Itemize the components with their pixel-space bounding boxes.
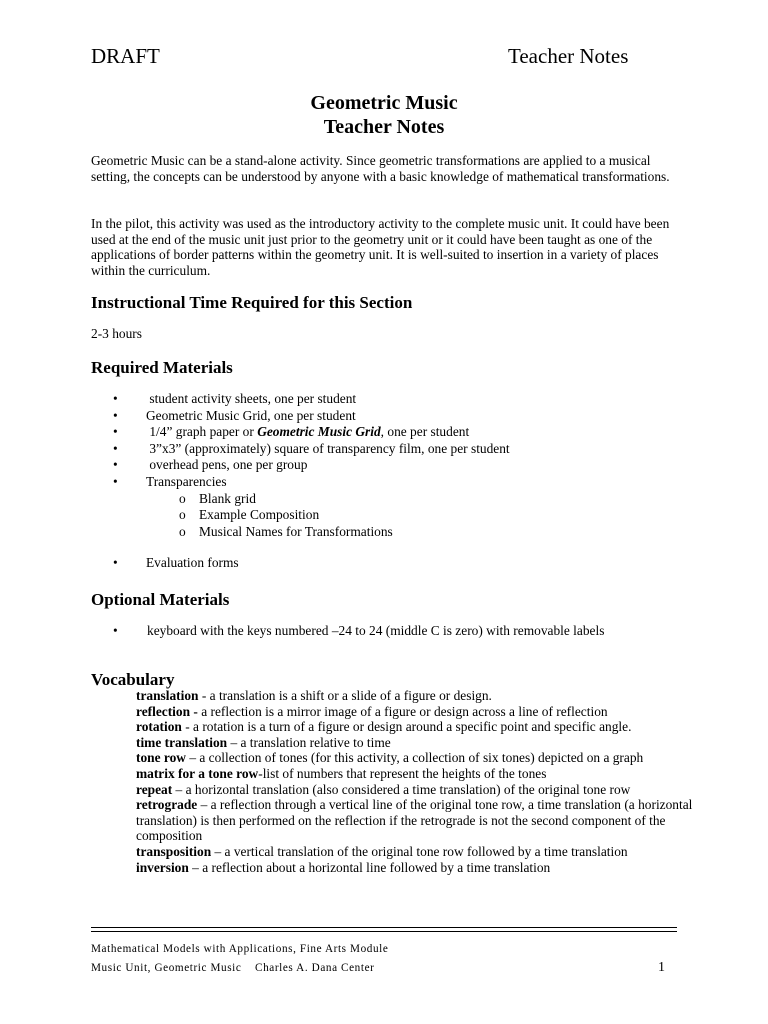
vocab-definition: – a reflection about a horizontal line followed by a time translation	[188, 859, 551, 875]
list-item	[113, 474, 510, 540]
vocab-term: retrograde	[136, 797, 198, 813]
vocab-term: reflection -	[136, 703, 198, 719]
vocab-entry	[136, 766, 696, 782]
vocab-entry	[136, 704, 696, 720]
vocab-term: tone row	[136, 750, 186, 766]
intro-paragraph-2: In the pilot, this activity was used as the introductory activity to the complete music unit. It could have been used at the end of the music unit just prior to the geometry unit or it could have been taught as one of the applications of border patterns within the geometry unit. It is well-suited to insertion in a variety of places within the curriculum.	[91, 216, 670, 278]
optional-item-text: keyboard with the keys numbered –24 to 24 (middle C is zero) with removable labels	[147, 623, 605, 638]
required-materials-list	[113, 391, 510, 540]
header-draft: DRAFT	[91, 44, 160, 68]
vocab-term: time translation	[136, 734, 228, 750]
bullet-icon: •	[113, 407, 118, 423]
sub-list-item	[179, 507, 510, 524]
circle-bullet-icon: o	[179, 507, 186, 523]
vocab-entry	[136, 797, 696, 844]
bullet-icon: •	[113, 555, 118, 570]
vocab-definition: a reflection is a mirror image of a figure or design across a line of reflection	[197, 703, 608, 719]
evaluation-item	[113, 555, 239, 571]
vocabulary-list	[136, 688, 696, 875]
geometric-music-grid-emphasis: Geometric Music Grid	[257, 424, 381, 440]
vocab-entry	[136, 860, 696, 876]
vocab-term: repeat	[136, 781, 173, 797]
list-item	[113, 457, 510, 474]
evaluation-text: Evaluation forms	[146, 555, 239, 570]
list-item	[113, 408, 510, 425]
vocab-entry	[136, 688, 696, 704]
bullet-icon: •	[113, 623, 118, 638]
sub-list-item	[179, 491, 510, 508]
vocab-definition: – a translation relative to time	[227, 734, 391, 750]
bullet-icon: •	[113, 457, 118, 473]
vocab-definition: – a vertical translation of the original tone row followed by a time translation	[211, 843, 628, 859]
list-item	[113, 441, 510, 458]
footer-divider	[91, 927, 677, 928]
sub-list-item-text: Musical Names for Transformations	[199, 523, 393, 539]
sub-list-item-text: Blank grid	[199, 490, 256, 506]
optional-item	[113, 623, 604, 639]
bullet-icon: •	[113, 391, 118, 406]
vocab-entry	[136, 782, 696, 798]
page-number: 1	[658, 960, 665, 975]
sub-list-item	[179, 524, 510, 541]
optional-materials-heading: Optional Materials	[91, 590, 230, 609]
vocab-term: translation	[136, 688, 199, 703]
list-item	[113, 424, 510, 441]
time-value: 2-3 hours	[91, 326, 142, 341]
vocab-term: rotation	[136, 719, 182, 735]
vocab-entry	[136, 750, 696, 766]
header-teacher-notes: Teacher Notes	[508, 44, 629, 68]
vocab-definition: - a translation is a shift or a slide of a figure or design.	[198, 688, 492, 703]
graph-paper-text: 1/4” graph paper or	[149, 424, 258, 440]
vocab-definition: -list of numbers that represent the heights of the tones	[258, 765, 547, 781]
footer-course: Mathematical Models with Applications, Fine Arts Module	[91, 943, 389, 955]
list-item	[113, 391, 510, 408]
bullet-icon: •	[113, 424, 118, 440]
footer-divider-thin	[91, 931, 677, 932]
list-item-text: Geometric Music Grid, one per student	[146, 407, 356, 423]
list-item-text: 3”x3” (approximately) square of transparency film, one per student	[149, 440, 510, 456]
list-item-text: overhead pens, one per group	[149, 457, 308, 473]
time-heading: Instructional Time Required for this Section	[91, 293, 413, 312]
vocab-definition: – a horizontal translation (also considered a time translation) of the original tone row	[172, 781, 631, 797]
intro-paragraph-1: Geometric Music can be a stand-alone activity. Since geometric transformations are applied to a musical setting, the concepts can be understood by anyone with a basic knowledge of mathematical transformations.	[91, 153, 670, 184]
vocab-term: inversion	[136, 859, 189, 875]
footer-unit: Music Unit, Geometric Music Charles A. Dana Center	[91, 962, 375, 974]
vocab-term: transposition	[136, 843, 212, 859]
circle-bullet-icon: o	[179, 490, 186, 506]
bullet-icon: •	[113, 440, 118, 456]
sub-list-item-text: Example Composition	[199, 507, 320, 523]
bullet-icon: •	[113, 473, 118, 489]
vocab-entry	[136, 719, 696, 735]
vocabulary-heading: Vocabulary	[91, 670, 175, 689]
vocab-term: matrix for a tone row	[136, 765, 259, 781]
vocab-entry	[136, 844, 696, 860]
circle-bullet-icon: o	[179, 523, 186, 539]
page-subtitle: Teacher Notes	[323, 116, 445, 138]
page-title: Geometric Music	[310, 92, 458, 114]
list-item-text: student activity sheets, one per student	[149, 391, 357, 406]
vocab-definition: – a reflection through a vertical line of the original tone row, a time translation (a horizontal translation) is then performed on the reflection if the retrograde is not the second component of the composition	[136, 797, 693, 844]
list-item-text: Transparencies	[146, 473, 227, 489]
vocab-definition: - a rotation is a turn of a figure or design around a specific point and specific angle.	[181, 719, 632, 735]
graph-paper-suffix: , one per student	[380, 424, 470, 440]
transparencies-sublist	[146, 491, 510, 541]
vocab-entry	[136, 735, 696, 751]
required-materials-heading: Required Materials	[91, 358, 233, 377]
vocab-definition: – a collection of tones (for this activity, a collection of six tones) depicted on a graph	[185, 750, 644, 766]
